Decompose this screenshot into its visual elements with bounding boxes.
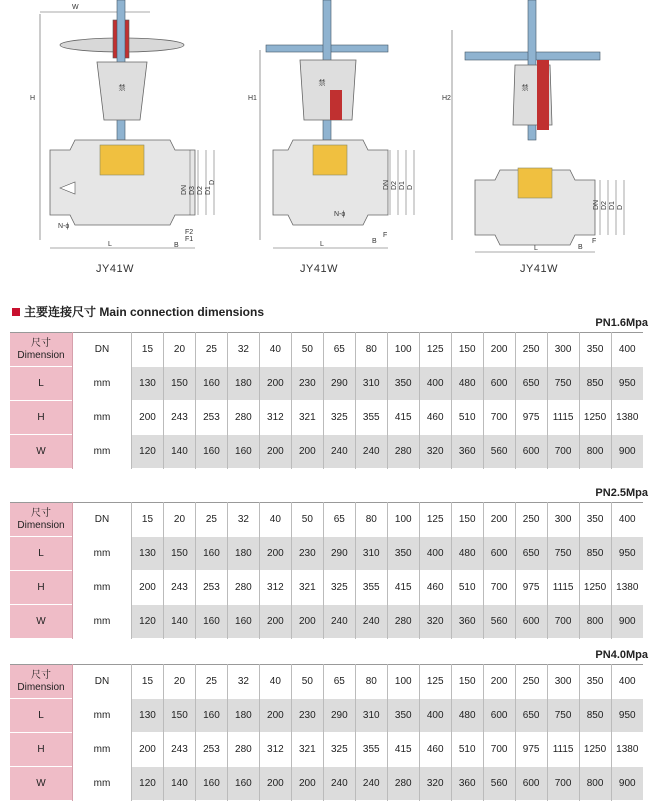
value-cell: 310	[355, 367, 387, 401]
value-cell: 200	[259, 367, 291, 401]
value-cell: 320	[419, 767, 451, 801]
dn-cell: 32	[227, 503, 259, 537]
table-row	[10, 699, 643, 733]
dn-cell: 50	[291, 333, 323, 367]
dim-label-d1: D1	[205, 186, 212, 195]
header-label-cell	[10, 333, 73, 367]
value-cell: 600	[483, 537, 515, 571]
row-unit-cell: mm	[73, 571, 132, 605]
dn-cell: 50	[291, 665, 323, 699]
value-cell: 480	[451, 367, 483, 401]
table-row	[10, 537, 643, 571]
pressure-label: PN1.6Mpa	[595, 317, 648, 329]
value-cell: 510	[451, 571, 483, 605]
dn-cell: 50	[291, 503, 323, 537]
value-cell: 560	[483, 435, 515, 469]
svg-text:禁: 禁	[318, 80, 326, 87]
value-cell: 350	[387, 699, 419, 733]
dimension-table	[10, 664, 643, 801]
value-cell: 400	[419, 367, 451, 401]
dn-cell: 250	[515, 333, 547, 367]
value-cell: 480	[451, 537, 483, 571]
value-cell: 312	[259, 401, 291, 435]
dim-label-d2: D2	[197, 186, 204, 195]
dn-cell: 80	[355, 333, 387, 367]
value-cell: 200	[259, 435, 291, 469]
dn-cell: 300	[547, 665, 579, 699]
value-cell: 560	[483, 767, 515, 801]
value-cell: 320	[419, 435, 451, 469]
value-cell: 200	[132, 733, 164, 767]
value-cell: 325	[323, 401, 355, 435]
value-cell: 280	[387, 605, 419, 639]
row-label-cell: H	[10, 401, 73, 435]
value-cell: 800	[579, 435, 611, 469]
value-cell: 400	[419, 699, 451, 733]
svg-text:禁: 禁	[118, 85, 126, 92]
dimension-table	[10, 502, 643, 639]
value-cell: 355	[355, 733, 387, 767]
dn-cell: 125	[419, 333, 451, 367]
dn-cell: 25	[195, 665, 227, 699]
dimension-table	[10, 332, 643, 469]
table-row	[10, 571, 643, 605]
figure-caption-2: JY41W	[300, 263, 338, 275]
dn-cell: 15	[132, 333, 164, 367]
dn-cell: 150	[451, 503, 483, 537]
value-cell: 150	[163, 537, 195, 571]
pressure-label: PN2.5Mpa	[595, 487, 648, 499]
valve-drawings	[0, 0, 650, 285]
value-cell: 800	[579, 605, 611, 639]
value-cell: 415	[387, 401, 419, 435]
value-cell: 240	[355, 767, 387, 801]
table-row	[10, 435, 643, 469]
valve-drawing-1	[0, 0, 215, 285]
value-cell: 321	[291, 401, 323, 435]
value-cell: 200	[259, 605, 291, 639]
value-cell: 160	[195, 367, 227, 401]
row-unit-cell: mm	[73, 537, 132, 571]
value-cell: 975	[515, 401, 547, 435]
value-cell: 200	[259, 767, 291, 801]
row-unit-cell: mm	[73, 367, 132, 401]
dn-cell: 250	[515, 665, 547, 699]
dn-cell: 32	[227, 333, 259, 367]
value-cell: 253	[195, 571, 227, 605]
value-cell: 200	[259, 537, 291, 571]
dim-label-d3: D3	[189, 186, 196, 195]
dn-cell: 20	[163, 333, 195, 367]
value-cell: 950	[611, 699, 643, 733]
value-cell: 1380	[611, 571, 643, 605]
value-cell: 130	[132, 699, 164, 733]
dim-label-d: D	[209, 179, 216, 185]
header-label-en: Dimension	[17, 519, 65, 531]
row-unit-cell: mm	[73, 605, 132, 639]
value-cell: 1380	[611, 401, 643, 435]
value-cell: 160	[227, 435, 259, 469]
dn-cell: 300	[547, 503, 579, 537]
dn-cell: 40	[259, 503, 291, 537]
value-cell: 975	[515, 733, 547, 767]
value-cell: 120	[132, 605, 164, 639]
row-label-cell: L	[10, 537, 73, 571]
dim-label-dn-3: DN	[593, 199, 600, 210]
dim-label-f1: F1	[185, 236, 194, 243]
value-cell: 750	[547, 699, 579, 733]
value-cell: 240	[323, 435, 355, 469]
table-header-row	[10, 333, 643, 367]
value-cell: 280	[387, 767, 419, 801]
dn-cell: 65	[323, 333, 355, 367]
dn-cell: 150	[451, 665, 483, 699]
dn-cell: 400	[611, 333, 643, 367]
value-cell: 160	[195, 435, 227, 469]
header-label-cell	[10, 503, 73, 537]
dn-cell: 125	[419, 665, 451, 699]
valve-drawing-3	[440, 0, 650, 285]
value-cell: 950	[611, 537, 643, 571]
value-cell: 240	[323, 767, 355, 801]
value-cell: 280	[227, 733, 259, 767]
value-cell: 750	[547, 537, 579, 571]
value-cell: 130	[132, 537, 164, 571]
value-cell: 180	[227, 537, 259, 571]
dim-label-n: N-ϕ	[58, 223, 70, 230]
dn-cell: 125	[419, 503, 451, 537]
row-label-cell: L	[10, 699, 73, 733]
dim-label-b: B	[174, 242, 179, 249]
header-label-cn: 尺寸	[31, 507, 51, 519]
value-cell: 350	[387, 537, 419, 571]
dn-cell: 100	[387, 503, 419, 537]
value-cell: 560	[483, 605, 515, 639]
dn-cell: 15	[132, 665, 164, 699]
dim-label-l: L	[108, 241, 112, 248]
dn-cell: 65	[323, 665, 355, 699]
row-label-cell: W	[10, 767, 73, 801]
value-cell: 280	[227, 401, 259, 435]
value-cell: 160	[227, 605, 259, 639]
dn-cell: 350	[579, 665, 611, 699]
dim-label-f2: F2	[185, 229, 194, 236]
header-label-en: Dimension	[17, 681, 65, 693]
dn-cell: 25	[195, 333, 227, 367]
value-cell: 120	[132, 435, 164, 469]
value-cell: 750	[547, 367, 579, 401]
value-cell: 1115	[547, 733, 579, 767]
section-heading	[12, 303, 264, 320]
dim-label-b-2: B	[372, 238, 377, 245]
value-cell: 1115	[547, 401, 579, 435]
value-cell: 510	[451, 733, 483, 767]
header-label-cn: 尺寸	[31, 669, 51, 681]
dn-cell: 400	[611, 503, 643, 537]
dim-label-h2: H2	[442, 95, 451, 102]
dn-cell: 80	[355, 665, 387, 699]
value-cell: 480	[451, 699, 483, 733]
row-label-cell: W	[10, 605, 73, 639]
value-cell: 360	[451, 605, 483, 639]
value-cell: 130	[132, 367, 164, 401]
value-cell: 320	[419, 605, 451, 639]
value-cell: 355	[355, 571, 387, 605]
header-label-en: Dimension	[17, 349, 65, 361]
value-cell: 140	[163, 767, 195, 801]
value-cell: 700	[547, 767, 579, 801]
table-header-row	[10, 503, 643, 537]
value-cell: 850	[579, 367, 611, 401]
value-cell: 800	[579, 767, 611, 801]
svg-text:禁: 禁	[521, 85, 529, 92]
value-cell: 120	[132, 767, 164, 801]
value-cell: 321	[291, 733, 323, 767]
dn-cell: 350	[579, 503, 611, 537]
dim-label-d-2: D	[407, 184, 414, 190]
value-cell: 312	[259, 571, 291, 605]
value-cell: 700	[483, 571, 515, 605]
dim-label-f-2: F	[383, 232, 388, 239]
value-cell: 1115	[547, 571, 579, 605]
value-cell: 850	[579, 699, 611, 733]
value-cell: 310	[355, 699, 387, 733]
value-cell: 460	[419, 401, 451, 435]
value-cell: 200	[132, 571, 164, 605]
figure-caption-1: JY41W	[96, 263, 134, 275]
value-cell: 310	[355, 537, 387, 571]
dim-label-d2-3: D2	[601, 201, 608, 210]
dn-cell: 400	[611, 665, 643, 699]
value-cell: 280	[227, 571, 259, 605]
dn-cell: 20	[163, 503, 195, 537]
row-unit-cell: mm	[73, 733, 132, 767]
section-heading-text: 主要连接尺寸 Main connection dimensions	[24, 305, 265, 319]
dn-cell: 25	[195, 503, 227, 537]
value-cell: 900	[611, 435, 643, 469]
value-cell: 360	[451, 767, 483, 801]
row-label-cell: W	[10, 435, 73, 469]
dn-cell: 200	[483, 503, 515, 537]
value-cell: 321	[291, 571, 323, 605]
value-cell: 160	[227, 767, 259, 801]
value-cell: 650	[515, 367, 547, 401]
dn-cell: 32	[227, 665, 259, 699]
heading-square-icon	[12, 308, 20, 316]
dn-cell: 250	[515, 503, 547, 537]
value-cell: 510	[451, 401, 483, 435]
value-cell: 290	[323, 537, 355, 571]
value-cell: 600	[483, 367, 515, 401]
value-cell: 290	[323, 699, 355, 733]
value-cell: 650	[515, 537, 547, 571]
dim-label-l-3: L	[534, 245, 538, 252]
value-cell: 243	[163, 401, 195, 435]
value-cell: 180	[227, 367, 259, 401]
dim-label-dn: DN	[181, 184, 188, 195]
value-cell: 600	[515, 767, 547, 801]
value-cell: 900	[611, 767, 643, 801]
value-cell: 1250	[579, 571, 611, 605]
table-row	[10, 605, 643, 639]
dim-label-d-3: D	[617, 204, 624, 210]
value-cell: 243	[163, 571, 195, 605]
row-unit-cell: mm	[73, 401, 132, 435]
dn-cell: 15	[132, 503, 164, 537]
value-cell: 700	[547, 435, 579, 469]
value-cell: 253	[195, 733, 227, 767]
value-cell: 230	[291, 699, 323, 733]
dim-label-d1-2: D1	[399, 181, 406, 190]
value-cell: 160	[195, 605, 227, 639]
value-cell: 230	[291, 537, 323, 571]
value-cell: 350	[387, 367, 419, 401]
row-label-cell: L	[10, 367, 73, 401]
value-cell: 850	[579, 537, 611, 571]
dim-label-h1: H1	[248, 95, 257, 102]
dim-label-h: H	[30, 95, 36, 102]
row-label-cell: H	[10, 733, 73, 767]
value-cell: 700	[483, 733, 515, 767]
table-row	[10, 367, 643, 401]
value-cell: 200	[291, 767, 323, 801]
dn-cell: 200	[483, 665, 515, 699]
table-row	[10, 733, 643, 767]
value-cell: 200	[291, 605, 323, 639]
dn-cell: 80	[355, 503, 387, 537]
header-label-cell	[10, 665, 73, 699]
table-row	[10, 401, 643, 435]
dim-label-b-3: B	[578, 244, 583, 251]
table-header-row	[10, 665, 643, 699]
dim-label-n-2: N-ϕ	[334, 211, 346, 218]
value-cell: 355	[355, 401, 387, 435]
value-cell: 140	[163, 605, 195, 639]
value-cell: 600	[515, 605, 547, 639]
value-cell: 415	[387, 733, 419, 767]
header-unit-cell: DN	[73, 665, 132, 699]
pressure-label: PN4.0Mpa	[595, 649, 648, 661]
value-cell: 400	[419, 537, 451, 571]
value-cell: 1250	[579, 733, 611, 767]
value-cell: 700	[547, 605, 579, 639]
row-unit-cell: mm	[73, 767, 132, 801]
value-cell: 243	[163, 733, 195, 767]
value-cell: 230	[291, 367, 323, 401]
dn-cell: 350	[579, 333, 611, 367]
dn-cell: 100	[387, 665, 419, 699]
value-cell: 950	[611, 367, 643, 401]
value-cell: 180	[227, 699, 259, 733]
value-cell: 600	[483, 699, 515, 733]
value-cell: 160	[195, 537, 227, 571]
value-cell: 160	[195, 699, 227, 733]
row-unit-cell: mm	[73, 435, 132, 469]
value-cell: 360	[451, 435, 483, 469]
value-cell: 1250	[579, 401, 611, 435]
dn-cell: 40	[259, 333, 291, 367]
value-cell: 200	[132, 401, 164, 435]
value-cell: 280	[387, 435, 419, 469]
dim-label-d1-3: D1	[609, 201, 616, 210]
value-cell: 150	[163, 367, 195, 401]
valve-drawing-2	[238, 0, 423, 285]
header-unit-cell: DN	[73, 503, 132, 537]
dn-cell: 40	[259, 665, 291, 699]
value-cell: 460	[419, 571, 451, 605]
value-cell: 150	[163, 699, 195, 733]
value-cell: 240	[355, 605, 387, 639]
value-cell: 240	[355, 435, 387, 469]
value-cell: 160	[195, 767, 227, 801]
dn-cell: 300	[547, 333, 579, 367]
dim-label-w: W	[72, 4, 79, 11]
dim-label-d2-2: D2	[391, 181, 398, 190]
row-label-cell: H	[10, 571, 73, 605]
header-unit-cell: DN	[73, 333, 132, 367]
value-cell: 325	[323, 571, 355, 605]
header-label-cn: 尺寸	[31, 337, 51, 349]
table-row	[10, 767, 643, 801]
dn-cell: 100	[387, 333, 419, 367]
value-cell: 325	[323, 733, 355, 767]
dn-cell: 20	[163, 665, 195, 699]
value-cell: 200	[259, 699, 291, 733]
dn-cell: 65	[323, 503, 355, 537]
value-cell: 600	[515, 435, 547, 469]
row-unit-cell: mm	[73, 699, 132, 733]
value-cell: 900	[611, 605, 643, 639]
dn-cell: 150	[451, 333, 483, 367]
dim-label-f-3: F	[592, 238, 597, 245]
value-cell: 140	[163, 435, 195, 469]
value-cell: 1380	[611, 733, 643, 767]
value-cell: 290	[323, 367, 355, 401]
value-cell: 253	[195, 401, 227, 435]
value-cell: 650	[515, 699, 547, 733]
dim-label-dn-2: DN	[383, 179, 390, 190]
value-cell: 415	[387, 571, 419, 605]
value-cell: 200	[291, 435, 323, 469]
dn-cell: 200	[483, 333, 515, 367]
value-cell: 460	[419, 733, 451, 767]
value-cell: 700	[483, 401, 515, 435]
value-cell: 240	[323, 605, 355, 639]
value-cell: 312	[259, 733, 291, 767]
value-cell: 975	[515, 571, 547, 605]
dim-label-l-2: L	[320, 241, 324, 248]
figure-caption-3: JY41W	[520, 263, 558, 275]
